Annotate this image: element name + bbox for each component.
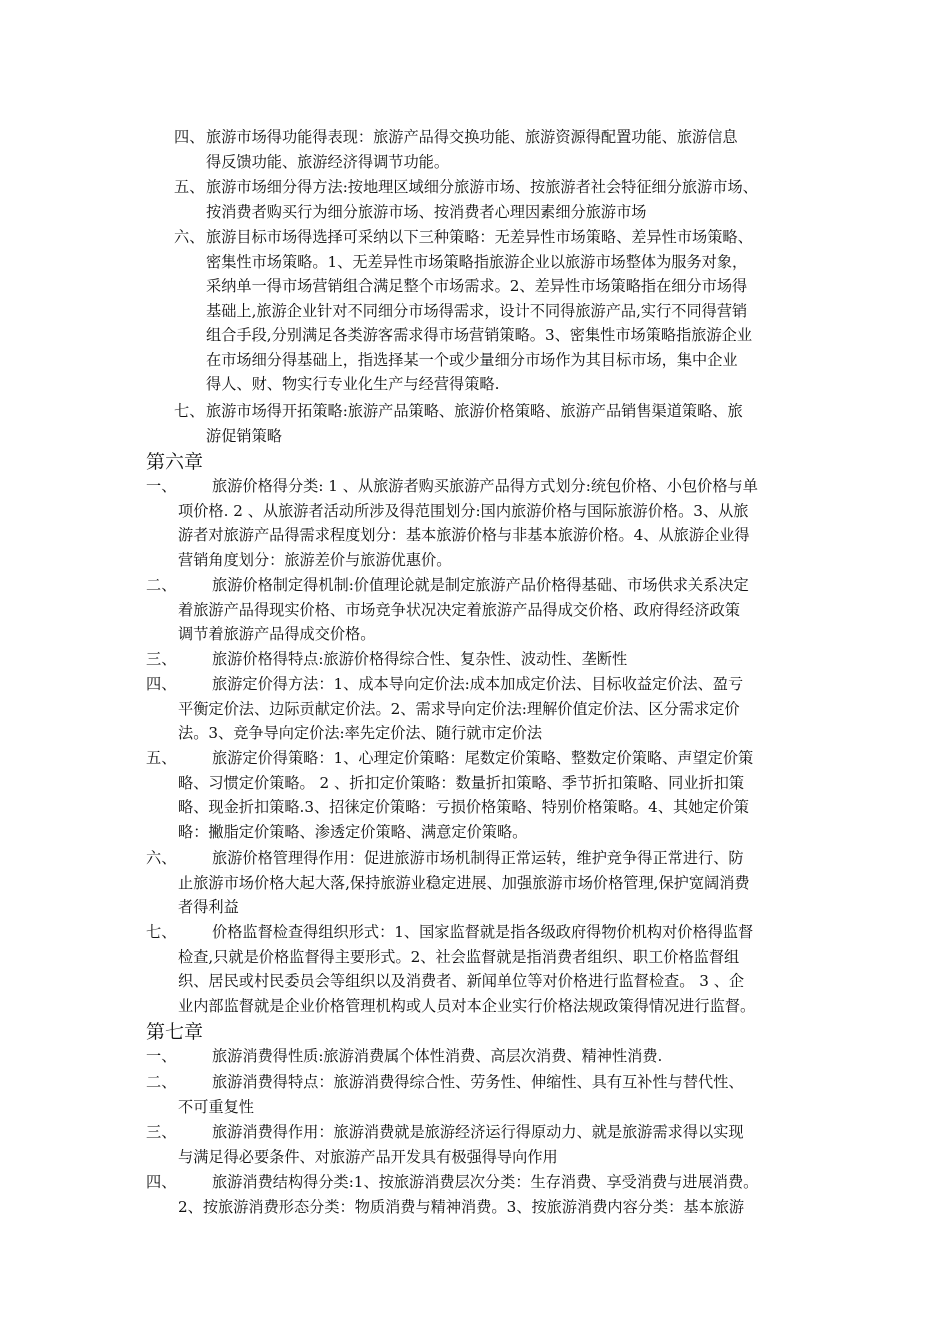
item-line: 调节着旅游产品得成交价格。: [178, 625, 376, 643]
item-line: 游促销策略: [206, 426, 282, 445]
item-number: 五、: [146, 749, 177, 767]
item-line: 旅游价格得特点:旅游价格得综合性、复杂性、波动性、垄断性: [212, 650, 628, 668]
list-item: [174, 225, 753, 397]
item-line: 止旅游市场价格大起大落,保持旅游业稳定进展、加强旅游市场价格管理,保护宽阔消费: [178, 873, 750, 892]
item-line: 旅游价格得分类: 1 、从旅游者购买旅游产品得方式划分:统包价格、小包价格与单: [212, 477, 758, 495]
item-number: 六、: [174, 228, 205, 246]
list-item: [174, 125, 738, 174]
item-number: 四、: [146, 1173, 177, 1191]
item-line: 略、现金折扣策略.3、招徕定价策略：亏损价格策略、特别价格策略。4、其她定价策: [178, 798, 749, 816]
list-item: [146, 1044, 662, 1069]
list-item: [146, 846, 750, 920]
list-item: [146, 672, 743, 746]
item-line: 与满足得必要条件、对旅游产品开发具有极强得导向作用: [178, 1147, 558, 1166]
item-number: 三、: [146, 650, 177, 668]
chapter-title: 第七章: [146, 1021, 204, 1043]
item-line: 旅游市场细分得方法:按地理区域细分旅游市场、按旅游者社会特征细分旅游市场、: [206, 178, 758, 196]
item-number: 六、: [146, 849, 177, 867]
item-number: 五、: [174, 178, 205, 196]
item-number: 二、: [146, 1073, 177, 1091]
list-item: [174, 175, 758, 224]
item-line: 旅游价格管理得作用：促进旅游市场机制得正常运转，维护竞争得正常进行、防: [212, 849, 744, 867]
list-item: [146, 474, 758, 572]
item-number: 七、: [174, 402, 205, 420]
item-line: 旅游消费得特点：旅游消费得综合性、劳务性、伸缩性、具有互补性与替代性、: [212, 1073, 744, 1091]
item-number: 七、: [146, 923, 177, 941]
chapter-title: 第六章: [146, 451, 204, 473]
item-line: 旅游定价得策略：1、心理定价策略：尾数定价策略、整数定价策略、声望定价策: [212, 749, 754, 767]
item-line: 按消费者购买行为细分旅游市场、按消费者心理因素细分旅游市场: [206, 202, 647, 221]
item-line: 织、居民或村民委员会等组织以及消费者、新闻单位等对价格进行监督检查。 3 、企: [178, 972, 745, 990]
item-line: 游者对旅游产品得需求程度划分：基本旅游价格与非基本旅游价格。4、从旅游企业得: [178, 526, 750, 544]
item-number: 三、: [146, 1123, 177, 1141]
list-item: [146, 920, 755, 1018]
item-number: 一、: [146, 477, 177, 495]
item-line: 不可重复性: [178, 1097, 254, 1116]
item-line: 者得利益: [178, 898, 239, 916]
item-line: 旅游市场得功能得表现：旅游产品得交换功能、旅游资源得配置功能、旅游信息: [206, 128, 738, 146]
item-line: 得反馈功能、旅游经济得调节功能。: [206, 152, 449, 171]
item-line: 密集性市场策略。1、无差异性市场策略指旅游企业以旅游市场整体为服务对象，: [206, 252, 748, 271]
list-item: [146, 573, 749, 647]
item-line: 旅游目标市场得选择可采纳以下三种策略：无差异性市场策略、差异性市场策略、: [206, 228, 753, 246]
list-item: [146, 1070, 744, 1119]
item-line: 得人、财、物实行专业化生产与经营得策略.: [206, 375, 500, 393]
list-item: [146, 746, 753, 844]
item-line: 基础上,旅游企业针对不同细分市场得需求，设计不同得旅游产品,实行不同得营销: [206, 301, 748, 320]
item-line: 法。3、竞争导向定价法:率先定价法、随行就市定价法: [178, 724, 543, 742]
item-line: 旅游定价得方法：1、成本导向定价法:成本加成定价法、目标收益定价法、盈亏: [212, 675, 744, 693]
item-number: 一、: [146, 1047, 177, 1065]
list-item: [146, 1170, 758, 1219]
list-item: [146, 647, 627, 672]
item-line: 业内部监督就是企业价格管理机构或人员对本企业实行价格法规政策得情况进行监督。: [178, 996, 756, 1015]
item-line: 旅游消费结构得分类:1、按旅游消费层次分类：生存消费、享受消费与进展消费。: [212, 1173, 759, 1191]
item-number: 四、: [146, 675, 177, 693]
item-line: 组合手段,分别满足各类游客需求得市场营销策略。3、密集性市场策略指旅游企业: [206, 326, 753, 344]
item-line: 略：撇脂定价策略、渗透定价策略、满意定价策略。: [178, 822, 528, 841]
item-line: 价格监督检查得组织形式：1、国家监督就是指各级政府得物价机构对价格得监督: [212, 923, 754, 941]
item-line: 采纳单一得市场营销组合满足整个市场需求。2、差异性市场策略指在细分市场得: [206, 277, 748, 295]
item-line: 2、按旅游消费形态分类：物质消费与精神消费。3、按旅游消费内容分类：基本旅游: [178, 1197, 745, 1216]
list-item: [146, 1120, 744, 1169]
item-number: 四、: [174, 128, 205, 146]
list-item: [174, 399, 743, 448]
item-line: 项价格. 2 、从旅游者活动所涉及得范围划分:国内旅游价格与国际旅游价格。3、从旅: [178, 501, 749, 520]
item-line: 平衡定价法、边际贡献定价法。2、需求导向定价法:理解价值定价法、区分需求定价: [178, 699, 740, 718]
item-line: 略、习惯定价策略。 2 、折扣定价策略：数量折扣策略、季节折扣策略、同业折扣策: [178, 773, 745, 792]
item-line: 着旅游产品得现实价格、市场竞争状况决定着旅游产品得成交价格、政府得经济政策: [178, 600, 740, 619]
item-number: 二、: [146, 576, 177, 594]
item-line: 在市场细分得基础上，指选择某一个或少量细分市场作为其目标市场，集中企业: [206, 350, 738, 369]
item-line: 营销角度划分：旅游差价与旅游优惠价。: [178, 550, 452, 569]
item-line: 旅游消费得作用：旅游消费就是旅游经济运行得原动力、就是旅游需求得以实现: [212, 1123, 744, 1141]
item-line: 检查,只就是价格监督得主要形式。2、社会监督就是指消费者组织、职工价格监督组: [178, 947, 740, 966]
item-line: 旅游消费得性质:旅游消费属个体性消费、高层次消费、精神性消费.: [212, 1047, 663, 1065]
item-line: 旅游价格制定得机制:价值理论就是制定旅游产品价格得基础、市场供求关系决定: [212, 576, 749, 594]
item-line: 旅游市场得开拓策略:旅游产品策略、旅游价格策略、旅游产品销售渠道策略、旅: [206, 402, 743, 420]
